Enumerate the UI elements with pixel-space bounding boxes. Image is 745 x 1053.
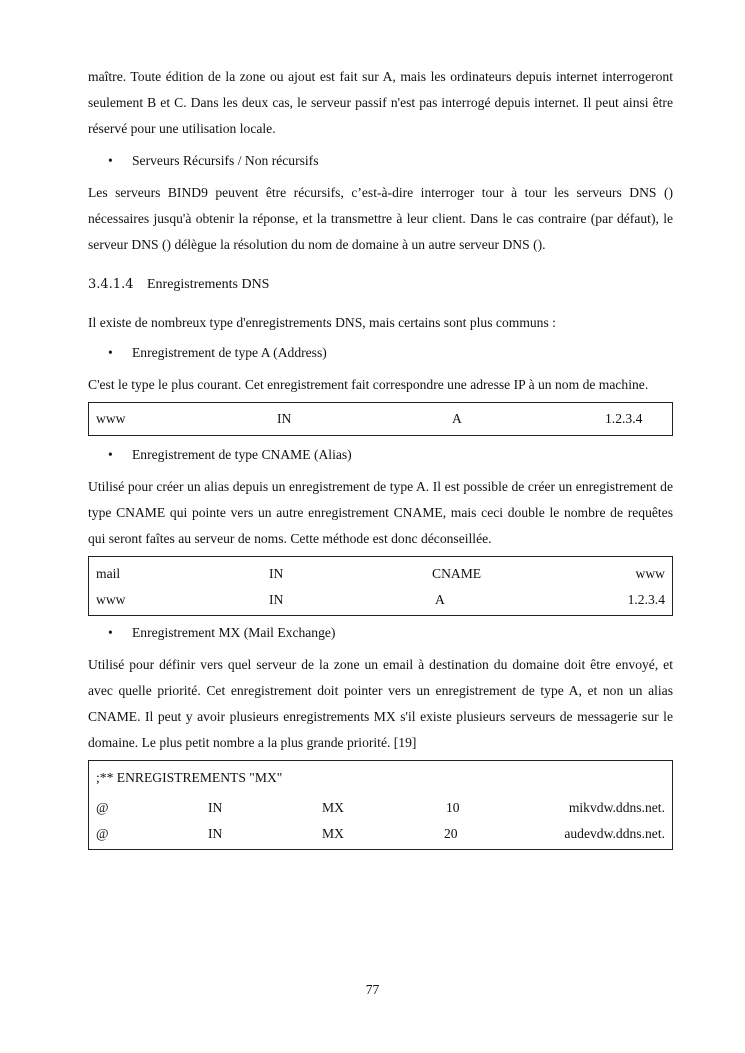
record-type: MX [322, 826, 344, 841]
table-row [89, 403, 672, 435]
section-title: Enregistrements DNS [146, 277, 270, 292]
record-class: IN [277, 411, 292, 426]
record-value: 1.2.3.4 [605, 411, 643, 426]
mx-paragraph: Utilisé pour définir vers quel serveur de la zone un email à destination du domaine doit être envoyé, et avec quelle priorité. Cet enregistrement doit pointer vers un enregistrement de type A, et non un alias CNAME. Il peut y avoir plusieurs enregistrements MX s'il existe plusieurs serveurs de messagerie sur le domaine. Le plus petit nombre a la plus grande priorité. [19] [88, 657, 673, 750]
record-name: @ [96, 826, 109, 841]
recursive-paragraph: Les serveurs BIND9 peuvent être récursifs, c’est-à-dire interroger tour à tour les serveurs DNS () nécessaires jusqu'à obtenir la réponse, et la transmettre à leur client. Dans le cas contraire (par défaut), le serveur DNS () délègue la résolution du nom de domaine à un autre serveur DNS (). [88, 185, 673, 252]
record-value: audevdw.ddns.net. [564, 826, 665, 841]
record-priority: 10 [446, 800, 460, 815]
record-name: mail [96, 566, 121, 581]
record-name: @ [96, 800, 109, 815]
record-class: IN [208, 826, 223, 841]
bullet-dot-icon: • [108, 345, 113, 360]
table-row [89, 561, 672, 587]
record-name: www [96, 592, 126, 607]
table-row [89, 587, 672, 613]
zone-comment: ;** ENREGISTREMENTS "MX" [96, 770, 283, 785]
a-record-table [88, 402, 673, 436]
record-class: IN [269, 592, 284, 607]
table-row [89, 795, 672, 821]
bullet-recursive [88, 150, 673, 172]
document-page [88, 64, 673, 850]
bullet-dot-icon: • [108, 447, 113, 462]
section-number: 3.4.1.4 [88, 277, 134, 292]
record-priority: 20 [444, 826, 458, 841]
intro-paragraph: maître. Toute édition de la zone ou ajout est fait sur A, mais les ordinateurs depuis internet interrogeront seulement B et C. Dans les deux cas, le serveur passif n'est pas interrogé depuis internet. Il peut ainsi être réservé pour une utilisation locale. [88, 69, 673, 136]
bullet-cname-record [88, 444, 673, 466]
bullet-a-label: Enregistrement de type A (Address) [132, 345, 327, 360]
record-type: A [435, 592, 445, 607]
record-type: CNAME [432, 566, 482, 581]
record-type: MX [322, 800, 344, 815]
bullet-cname-label: Enregistrement de type CNAME (Alias) [132, 447, 352, 462]
record-class: IN [269, 566, 284, 581]
section-intro: Il existe de nombreux type d'enregistrements DNS, mais certains sont plus communs : [88, 315, 556, 330]
bullet-a-record [88, 342, 673, 364]
record-class: IN [208, 800, 223, 815]
record-name: www [96, 411, 126, 426]
cname-paragraph: Utilisé pour créer un alias depuis un enregistrement de type A. Il est possible de créer un enregistrement de type CNAME qui pointe vers un autre enregistrement CNAME, mais ceci double le nombre de requêtes qui seront faîtes au serveur de noms. Cette méthode est donc déconseillée. [88, 479, 673, 546]
record-value: 1.2.3.4 [627, 592, 665, 607]
record-type: A [452, 411, 462, 426]
bullet-mx-label: Enregistrement MX (Mail Exchange) [132, 625, 336, 640]
table-row [89, 821, 672, 847]
record-value: mikvdw.ddns.net. [568, 800, 665, 815]
section-heading [88, 274, 673, 296]
cname-record-table [88, 556, 673, 616]
mx-record-table [88, 760, 673, 850]
bullet-dot-icon: • [108, 153, 113, 168]
table-comment-row [89, 765, 672, 795]
page-number: 77 [365, 982, 380, 997]
record-value: www [635, 566, 665, 581]
a-record-paragraph: C'est le type le plus courant. Cet enregistrement fait correspondre une adresse IP à un nom de machine. [88, 377, 649, 392]
bullet-mx-record [88, 622, 673, 644]
bullet-dot-icon: • [108, 625, 113, 640]
bullet-recursive-label: Serveurs Récursifs / Non récursifs [132, 153, 319, 168]
